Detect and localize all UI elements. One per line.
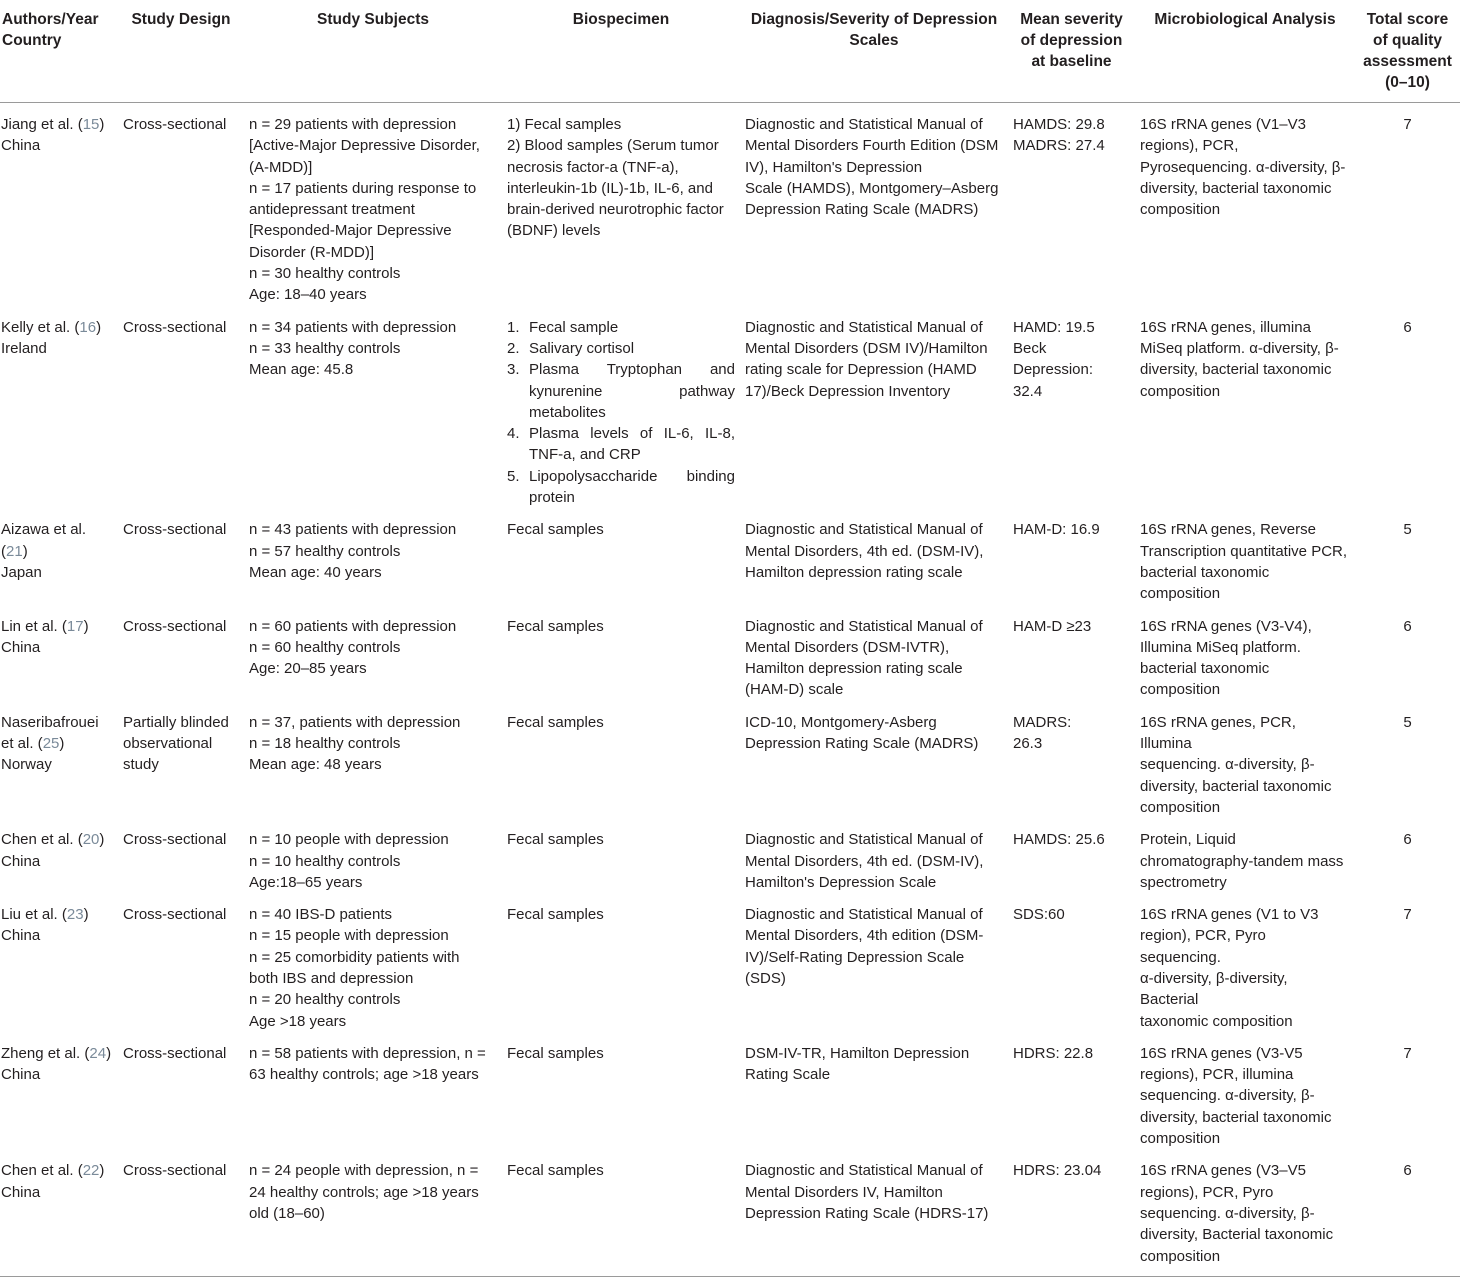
cell-diagnosis: Diagnostic and Statistical Manual of Mental Disorders Fourth Edition (DSM IV), Hamilton's Depression Scale (HAMDS), Montgomery–Asberg Depression Rating Scale (MADRS) bbox=[745, 116, 999, 219]
cell-score: 6 bbox=[1355, 1149, 1460, 1276]
cell-subjects: n = 58 patients with depression, n = 63 healthy controls; age >18 years bbox=[249, 1044, 486, 1084]
cell-design: Cross-sectional bbox=[123, 617, 227, 635]
country: China bbox=[1, 1183, 41, 1201]
cell-biospecimen: Fecal samples bbox=[507, 521, 604, 539]
cell-subjects: n = 43 patients with depression n = 57 healthy controls Mean age: 40 years bbox=[249, 521, 457, 581]
cell-author: Liu et al. (23) China bbox=[0, 893, 118, 1032]
cell-biospecimen: Fecal samples bbox=[502, 1149, 740, 1276]
cell-micro: 16S rRNA genes, Reverse Transcription quantitative PCR, bacterial taxonomic composition bbox=[1140, 521, 1348, 603]
cell-micro: 16S rRNA genes (V3-V5 regions), PCR, illumina sequencing. α-diversity, β- diversity, bacterial taxonomic composition bbox=[1140, 1044, 1332, 1148]
cell-micro: Protein, Liquid chromatography-tandem mass spectrometry bbox=[1140, 831, 1344, 891]
cell-design: Cross-sectional bbox=[123, 906, 227, 924]
reference-link[interactable]: 16 bbox=[79, 318, 97, 336]
table-row bbox=[0, 893, 1460, 1032]
biospecimen-list bbox=[507, 317, 735, 509]
cell-severity: HDRS: 23.04 bbox=[1008, 1149, 1135, 1276]
header-micro: Microbiological Analysis bbox=[1135, 0, 1355, 103]
cell-diagnosis: Diagnostic and Statistical Manual of Mental Disorders (DSM-IVTR), Hamilton depression rating scale (HAM-D) scale bbox=[745, 617, 983, 699]
cell-design: Cross-sectional bbox=[118, 1149, 244, 1276]
list-item: 5. Lipopolysaccharide binding protein bbox=[507, 467, 735, 507]
cell-score: 5 bbox=[1403, 713, 1412, 731]
list-item: 1. Fecal sample bbox=[507, 318, 619, 336]
reference-link[interactable]: 21 bbox=[6, 542, 23, 560]
cell-diagnosis: DSM-IV-TR, Hamilton Depression Rating Scale bbox=[745, 1044, 970, 1084]
cell-design: Cross-sectional bbox=[123, 318, 227, 336]
reference-link[interactable]: 24 bbox=[89, 1044, 107, 1062]
cell-diagnosis: Diagnostic and Statistical Manual of Mental Disorders, 4th ed. (DSM-IV), Hamilton depression rating scale bbox=[745, 521, 984, 581]
cell-biospecimen: 1) Fecal samples 2) Blood samples (Serum tumor necrosis factor-a (TNF-a), interleukin-1b (IL)-1b, IL-6, and brain-derived neurotrophic factor (BDNF) levels bbox=[507, 116, 724, 240]
table-row bbox=[0, 818, 1460, 893]
cell-score: 7 bbox=[1403, 116, 1412, 133]
header-diagnosis: Diagnosis/Severity of Depression Scales bbox=[740, 0, 1008, 103]
cell-severity: HAMD: 19.5 Beck Depression: 32.4 bbox=[1013, 318, 1095, 400]
cell-biospecimen: Fecal samples bbox=[507, 617, 604, 635]
cell-author: Kelly et al. (16) Ireland bbox=[0, 306, 118, 509]
country: China bbox=[1, 852, 41, 870]
cell-diagnosis: Diagnostic and Statistical Manual of Mental Disorders, 4th edition (DSM- IV)/Self-Rating Depression Scale (SDS) bbox=[745, 906, 984, 987]
table-row bbox=[0, 508, 1460, 604]
cell-biospecimen: Fecal samples bbox=[507, 1044, 604, 1062]
cell-biospecimen: Fecal samples bbox=[507, 831, 604, 849]
list-item: 4. Plasma levels of IL-6, IL-8, TNF-a, and CRP bbox=[507, 425, 735, 464]
cell-biospecimen bbox=[502, 306, 740, 509]
cell-score: 5 bbox=[1403, 521, 1412, 539]
country: China bbox=[1, 137, 41, 155]
cell-biospecimen: Fecal samples bbox=[507, 713, 604, 731]
country: China bbox=[1, 927, 41, 945]
cell-author: Naseribafrouei et al. (25) Norway bbox=[0, 701, 118, 818]
country: Ireland bbox=[1, 339, 47, 357]
table-row bbox=[0, 103, 1460, 306]
cell-score: 7 bbox=[1403, 906, 1412, 924]
header-row bbox=[0, 0, 1460, 103]
cell-score: 6 bbox=[1403, 831, 1412, 849]
cell-score: 6 bbox=[1403, 617, 1412, 635]
cell-diagnosis: Diagnostic and Statistical Manual of Mental Disorders (DSM IV)/Hamilton rating scale for Depression (HAMD 17)/Beck Depression Inventory bbox=[745, 318, 988, 400]
cell-subjects: n = 29 patients with depression [Active-Major Depressive Disorder, (A-MDD)] n = 17 patients during response to antidepressant treatment [Responded-Major Depressive Disorder (R-MDD)] n = 30 healthy controls Age: 18–40 years bbox=[249, 116, 480, 304]
reference-link[interactable]: 22 bbox=[82, 1162, 100, 1180]
cell-severity: MADRS: 26.3 bbox=[1013, 713, 1072, 753]
cell-micro: 16S rRNA genes (V3-V4), Illumina MiSeq platform. bacterial taxonomic composition bbox=[1140, 617, 1312, 699]
cell-severity: SDS:60 bbox=[1013, 906, 1065, 924]
cell-micro: 16S rRNA genes, PCR, Illumina sequencing. α-diversity, β- diversity, bacterial taxonomic composition bbox=[1140, 713, 1332, 816]
header-design: Study Design bbox=[118, 0, 244, 103]
country: Japan bbox=[1, 563, 42, 581]
cell-biospecimen: Fecal samples bbox=[507, 906, 604, 924]
reference-link[interactable]: 20 bbox=[82, 831, 100, 849]
cell-micro: 16S rRNA genes (V1–V3 regions), PCR, Pyrosequencing. α-diversity, β- diversity, bacterial taxonomic composition bbox=[1140, 116, 1346, 219]
country: Norway bbox=[1, 756, 52, 774]
reference-link[interactable]: 25 bbox=[42, 735, 60, 753]
cell-author: Zheng et al. (24) China bbox=[0, 1032, 118, 1149]
cell-micro: 16S rRNA genes (V1 to V3 region), PCR, Pyro sequencing. α-diversity, β-diversity, Bacterial taxonomic composition bbox=[1140, 906, 1319, 1030]
country: China bbox=[1, 1066, 41, 1084]
table-row bbox=[0, 605, 1460, 701]
header-score: Total score of quality assessment (0–10) bbox=[1355, 0, 1460, 103]
cell-subjects: n = 60 patients with depression n = 60 healthy controls Age: 20–85 years bbox=[249, 617, 457, 678]
list-item: 3. Plasma Tryptophan and kynurenine pathway metabolites bbox=[507, 361, 735, 421]
cell-subjects: n = 10 people with depression n = 10 healthy controls Age:18–65 years bbox=[249, 831, 449, 891]
header-biospecimen: Biospecimen bbox=[502, 0, 740, 103]
reference-link[interactable]: 23 bbox=[66, 906, 84, 924]
cell-severity: HAM-D: 16.9 bbox=[1013, 521, 1100, 539]
cell-design: Cross-sectional bbox=[123, 831, 227, 849]
cell-severity: HDRS: 22.8 bbox=[1013, 1044, 1094, 1062]
cell-score: 7 bbox=[1403, 1044, 1412, 1062]
table-row bbox=[0, 701, 1460, 818]
country: China bbox=[1, 638, 41, 656]
table-row bbox=[0, 1149, 1460, 1276]
cell-severity: HAM-D ≥23 bbox=[1013, 617, 1092, 635]
reference-link[interactable]: 15 bbox=[82, 116, 100, 133]
cell-design: Cross-sectional bbox=[123, 521, 227, 539]
cell-design: Cross-sectional bbox=[123, 116, 227, 133]
table-row bbox=[0, 306, 1460, 509]
cell-subjects: n = 40 IBS-D patients n = 15 people with depression n = 25 comorbidity patients with both IBS and depression n = 20 healthy controls Age >18 years bbox=[249, 906, 460, 1030]
reference-link[interactable]: 17 bbox=[66, 617, 84, 635]
header-severity: Mean severity of depression at baseline bbox=[1008, 0, 1135, 103]
cell-author: Jiang et al. (15) China bbox=[0, 103, 118, 306]
cell-author: Chen et al. (22) China bbox=[0, 1149, 118, 1276]
cell-micro: 16S rRNA genes, illumina MiSeq platform. α-diversity, β- diversity, bacterial taxonomic composition bbox=[1140, 318, 1339, 400]
cell-score: 6 bbox=[1403, 318, 1412, 336]
header-subjects: Study Subjects bbox=[244, 0, 502, 103]
cell-subjects: n = 24 people with depression, n = 24 healthy controls; age >18 years old (18–60) bbox=[244, 1149, 502, 1276]
header-authors: Authors/Year Country bbox=[0, 0, 118, 103]
cell-diagnosis: Diagnostic and Statistical Manual of Mental Disorders, 4th ed. (DSM-IV), Hamilton's Depression Scale bbox=[745, 831, 984, 891]
cell-author: Lin et al. (17) China bbox=[0, 605, 118, 701]
cell-subjects: n = 34 patients with depression n = 33 healthy controls Mean age: 45.8 bbox=[249, 318, 457, 379]
list-item: 2. Salivary cortisol bbox=[507, 339, 635, 357]
cell-subjects: n = 37, patients with depression n = 18 healthy controls Mean age: 48 years bbox=[249, 713, 461, 774]
cell-author: Aizawa et al. (21) Japan bbox=[0, 508, 118, 604]
table-row bbox=[0, 1032, 1460, 1149]
cell-diagnosis: ICD-10, Montgomery-Asberg Depression Rating Scale (MADRS) bbox=[745, 713, 979, 753]
cell-severity: HAMDS: 29.8 MADRS: 27.4 bbox=[1013, 116, 1105, 155]
cell-author: Chen et al. (20) China bbox=[0, 818, 118, 893]
cell-design: Partially blinded observational study bbox=[123, 713, 229, 774]
cell-design: Cross-sectional bbox=[123, 1044, 227, 1062]
cell-diagnosis: Diagnostic and Statistical Manual of Mental Disorders IV, Hamilton Depression Rating Scale (HDRS-17) bbox=[740, 1149, 1008, 1276]
cell-micro: 16S rRNA genes (V3–V5 regions), PCR, Pyro sequencing. α-diversity, β- diversity, Bacterial taxonomic composition bbox=[1135, 1149, 1355, 1276]
cell-severity: HAMDS: 25.6 bbox=[1013, 831, 1105, 849]
